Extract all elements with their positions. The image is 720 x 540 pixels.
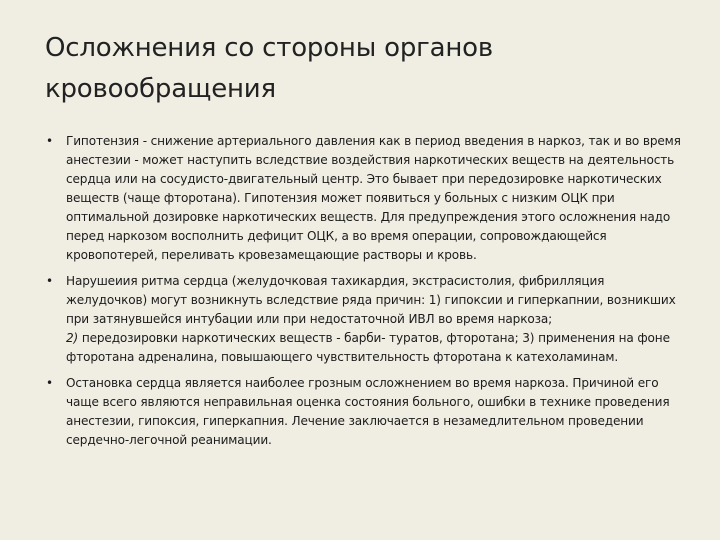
- list-marker: 2): [66, 331, 79, 345]
- bullet-dot-icon: •: [46, 134, 53, 148]
- bullet-item-cardiac-arrest: [46, 374, 686, 450]
- slide-title: Осложнения со стороны органов кровообращения: [45, 33, 493, 104]
- bullet-list: [46, 132, 686, 457]
- bullet-dot-icon: •: [46, 376, 53, 390]
- bullet-dot-icon: •: [46, 274, 53, 288]
- bullet-text-continued: передозировки наркотических веществ - барби- туратов, фторотана; 3) применения на фоне фторотана адреналина, повышающего чувствительность фторотана к катехоламинам.: [66, 331, 670, 364]
- bullet-item-hypotension: [46, 132, 686, 265]
- bullet-text: Нарушеиия ритма сердца (желудочковая тахикардия, экстрасистолия, фибрилляция желудочков) могут возникнуть вследствие ряда причин: 1) гипоксии и гиперкапнии, возникших при затянувшейся интубации или при недостаточной ИВЛ во время наркоза;: [66, 274, 676, 326]
- bullet-item-arrhythmia: [46, 272, 686, 367]
- bullet-text: Остановка сердца является наиболее грозным осложнением во время наркоза. Причиной его чаще всего являются неправильная оценка состояния больного, ошибки в технике проведения анестезии, гипоксия, гиперкапния. Лечение заключается в незамедлительном проведении сердечно-легочной реанимации.: [66, 376, 670, 447]
- bullet-text: Гипотензия - снижение артериального давления как в период введения в наркоз, так и во время анестезии - может наступить вследствие воздействия наркотических веществ на деятельность сердца или на сосудисто-двигательный центр. Это бывает при передозировке наркотических веществ (чаще фторотана). Гипотензия может появиться у больных с низким ОЦК при оптимальной дозировке наркотических веществ. Для предупреждения этого осложнения надо перед наркозом восполнить дефицит ОЦК, а во время операции, сопровождающейся кровопотерей, переливать кровезамещающие растворы и кровь.: [66, 134, 681, 262]
